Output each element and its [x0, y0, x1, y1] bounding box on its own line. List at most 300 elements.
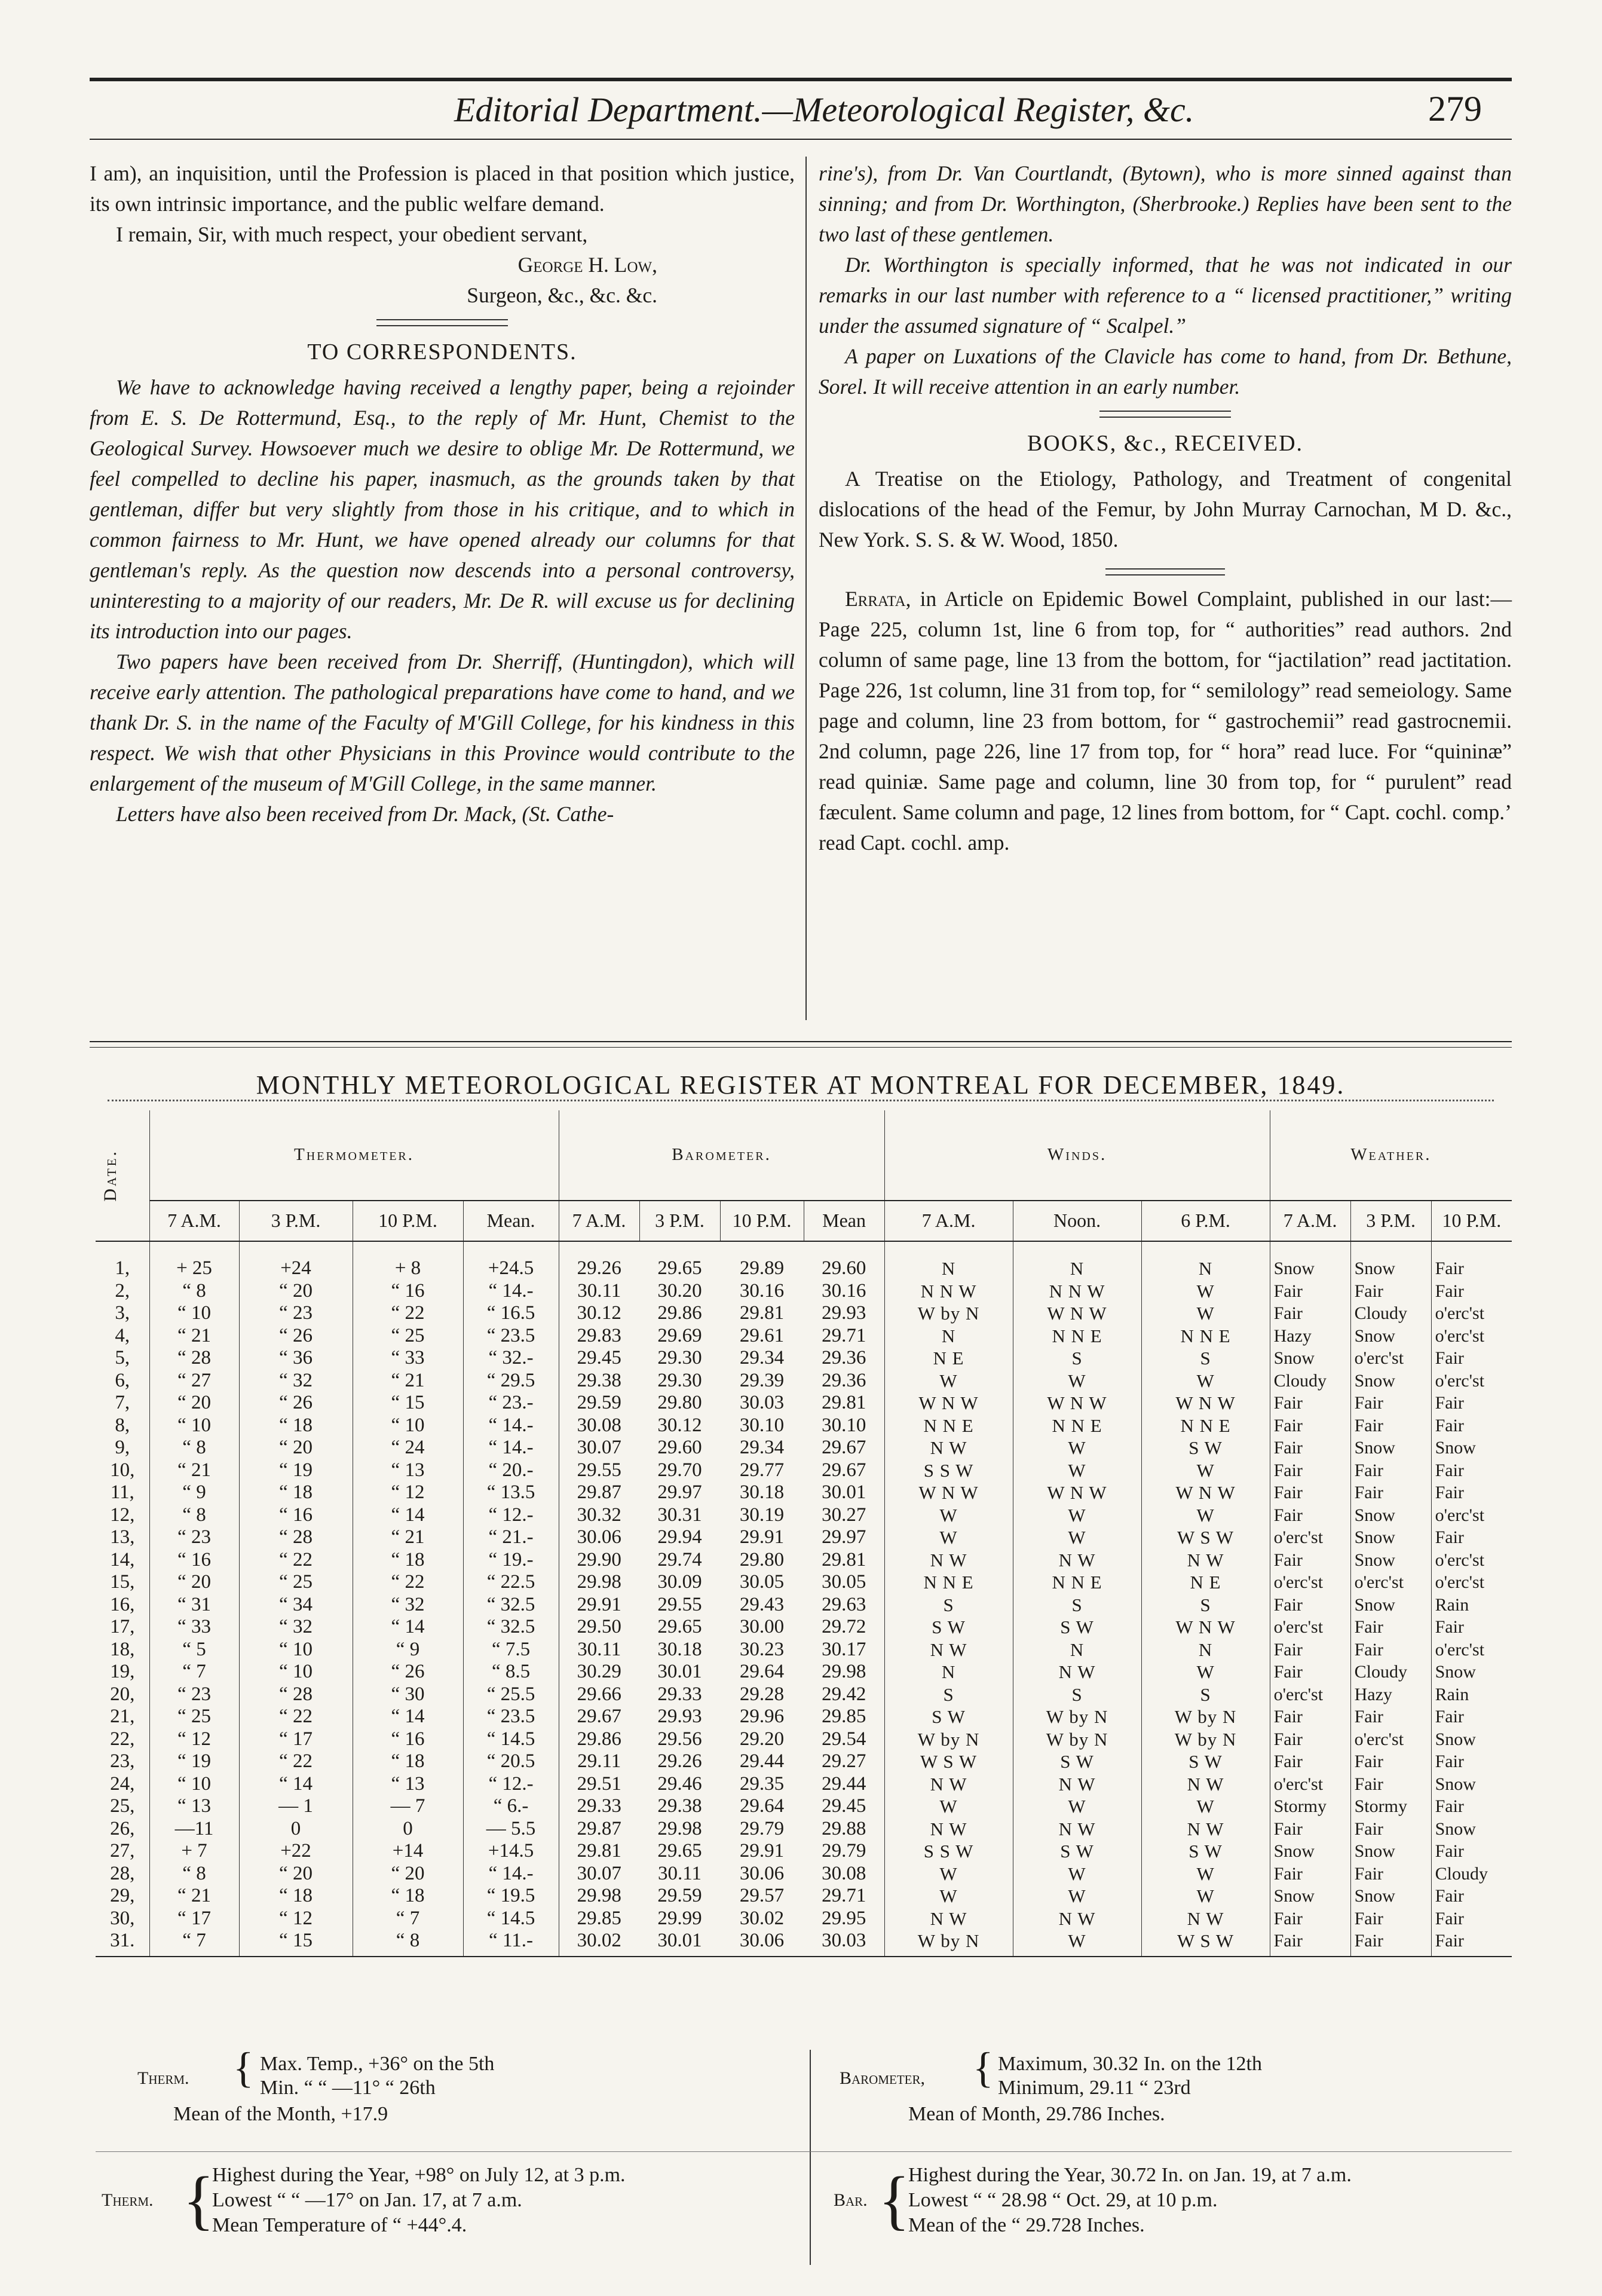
- wind-6pm-cell: S W: [1141, 1437, 1270, 1459]
- wind-7am-cell: S: [884, 1683, 1013, 1706]
- therm-10pm-cell: “ 14: [353, 1616, 463, 1639]
- correspondents-paragraph: A paper on Luxations of the Clavicle has come to hand, from Dr. Bethune, Sorel. It will receive attention in an early number.: [819, 344, 1512, 399]
- baro-10pm-cell: 30.05: [739, 1571, 785, 1593]
- therm-7am-cell: “ 19: [149, 1750, 239, 1773]
- weather-7am-cell: Fair: [1270, 1415, 1350, 1437]
- therm-3pm-cell: “ 20: [239, 1863, 353, 1885]
- therm-3pm-cell: +24: [239, 1241, 353, 1280]
- therm-min: Min. “ “ —11° “ 26th: [260, 2077, 436, 2099]
- table-row: [96, 1504, 1512, 1527]
- table-row: [96, 1908, 1512, 1930]
- baro-3pm-cell: 30.11: [658, 1862, 702, 1884]
- table-row: [96, 1885, 1512, 1908]
- wind-6pm-cell: N W: [1141, 1908, 1270, 1930]
- meteorological-register-table: [96, 1110, 1512, 1957]
- weather-10pm-cell: Fair: [1431, 1415, 1512, 1437]
- wind-noon-cell: S: [1013, 1347, 1141, 1370]
- baro-mean-cell: 29.60: [822, 1257, 866, 1279]
- books-entry: A Treatise on the Etiology, Pathology, and Treatment of congenital dislocations of the head of the Femur, by John Murray Carnochan, M D. &c., New York. S. S. & W. Wood, 1850.: [819, 467, 1512, 552]
- therm-mean-cell: “ 23.5: [463, 1706, 559, 1728]
- table-row: [96, 1840, 1512, 1863]
- baro-3pm-cell: 29.94: [657, 1526, 702, 1548]
- page-header-title: Editorial Department.—Meteorological Register, &c.: [454, 90, 1194, 129]
- therm-10pm-cell: “ 9: [353, 1639, 463, 1661]
- year-bar-label: Bar.: [834, 2190, 868, 2210]
- wind-7am-cell: S W: [884, 1706, 1013, 1728]
- date-cell: 22,: [110, 1728, 135, 1750]
- table-row: [96, 1392, 1512, 1415]
- wind-noon-cell: S W: [1013, 1616, 1141, 1639]
- weather-7am-cell: Snow: [1270, 1885, 1350, 1908]
- baro-10pm-cell: 29.89: [739, 1257, 785, 1279]
- wind-6pm-cell: W: [1141, 1661, 1270, 1683]
- baro-10pm-cell: 29.81: [739, 1302, 785, 1324]
- baro-mean-cell: 29.36: [822, 1369, 866, 1391]
- baro-10pm-cell: 30.10: [739, 1414, 785, 1436]
- weather-3pm-cell: Snow: [1350, 1325, 1431, 1348]
- baro-7am-cell: 29.85: [559, 1908, 639, 1930]
- therm-7am-cell: “ 23: [149, 1526, 239, 1549]
- date-cell: 31.: [96, 1930, 149, 1957]
- therm-10pm-cell: “ 10: [353, 1415, 463, 1437]
- wind-7am-cell: S S W: [884, 1840, 1013, 1863]
- weather-10pm-cell: Fair: [1431, 1392, 1512, 1415]
- wind-noon-cell: W: [1013, 1370, 1141, 1392]
- wind-6pm-cell: N: [1141, 1241, 1270, 1280]
- therm-3pm-cell: “ 19: [239, 1459, 353, 1482]
- wind-7am-cell: N N E: [884, 1571, 1013, 1594]
- therm-mean-cell: “ 7.5: [463, 1639, 559, 1661]
- therm-10pm-cell: “ 16: [353, 1728, 463, 1751]
- therm-mean-cell: “ 23.5: [463, 1325, 559, 1348]
- therm-mean-cell: “ 19.5: [463, 1885, 559, 1908]
- baro-7am-cell: 30.11: [559, 1639, 639, 1661]
- wavy-rule: [108, 1100, 1494, 1106]
- date-cell: 11,: [110, 1481, 134, 1503]
- therm-7am-cell: “ 8: [149, 1437, 239, 1459]
- therm-3pm-cell: “ 23: [239, 1302, 353, 1325]
- therm-7am-cell: “ 7: [149, 1930, 239, 1957]
- baro-10pm-cell: 29.34: [739, 1437, 785, 1458]
- table-row: [96, 1795, 1512, 1818]
- baro-mean-cell: 29.27: [822, 1750, 866, 1772]
- weather-10pm-cell: Snow: [1431, 1437, 1512, 1459]
- therm-3pm-cell: +22: [239, 1840, 353, 1863]
- weather-7am-cell: Fair: [1270, 1930, 1350, 1957]
- baro-3pm-cell: 29.30: [657, 1347, 702, 1369]
- therm-mean: Mean of the Month, +17.9: [173, 2103, 388, 2125]
- table-row: [96, 1415, 1512, 1437]
- wind-noon-cell: W: [1013, 1504, 1141, 1527]
- therm-10pm-cell: “ 7: [353, 1908, 463, 1930]
- wind-noon-cell: W: [1013, 1885, 1141, 1908]
- therm-10pm-cell: + 8: [353, 1241, 463, 1280]
- therm-3pm-cell: “ 34: [239, 1594, 353, 1617]
- therm-10pm-cell: “ 26: [353, 1661, 463, 1683]
- baro-10pm-cell: 29.39: [739, 1369, 785, 1391]
- baro-3pm-cell: 29.38: [657, 1795, 702, 1817]
- section-divider: [376, 319, 508, 326]
- weather-10pm-cell: Fair: [1431, 1908, 1512, 1930]
- table-row: [96, 1930, 1512, 1957]
- table-row: [96, 1571, 1512, 1594]
- wind-noon-cell: W: [1013, 1459, 1141, 1482]
- date-cell: 27,: [110, 1840, 135, 1862]
- therm-mean-cell: “ 16.5: [463, 1302, 559, 1325]
- column-header: 7 A.M.: [149, 1201, 239, 1241]
- therm-3pm-cell: “ 26: [239, 1325, 353, 1348]
- weather-3pm-cell: Snow: [1350, 1437, 1431, 1459]
- baro-3pm-cell: 30.01: [657, 1661, 702, 1682]
- table-row: [96, 1370, 1512, 1392]
- baro-mean-cell: 29.63: [822, 1593, 866, 1615]
- section-divider: [1105, 568, 1225, 575]
- therm-7am-cell: “ 9: [149, 1481, 239, 1504]
- date-cell: 24,: [110, 1772, 135, 1795]
- therm-3pm-cell: “ 15: [239, 1930, 353, 1957]
- weather-10pm-cell: Rain: [1431, 1683, 1512, 1706]
- wind-7am-cell: W: [884, 1885, 1013, 1908]
- baro-10pm-cell: 30.02: [739, 1907, 785, 1929]
- therm-mean-cell: “ 14.-: [463, 1415, 559, 1437]
- table-row: [96, 1481, 1512, 1504]
- wind-6pm-cell: W S W: [1141, 1930, 1270, 1957]
- weather-7am-cell: Fair: [1270, 1302, 1350, 1325]
- wind-7am-cell: W: [884, 1795, 1013, 1818]
- baro-7am-cell: 29.33: [559, 1795, 639, 1818]
- wind-7am-cell: S S W: [884, 1459, 1013, 1482]
- year-bar-low: Lowest “ “ 28.98 “ Oct. 29, at 10 p.m.: [908, 2189, 1218, 2211]
- therm-7am-cell: “ 21: [149, 1885, 239, 1908]
- correspondents-paragraph: Letters have also been received from Dr. Mack, (St. Cathe-: [116, 802, 614, 826]
- therm-mean-cell: “ 14.-: [463, 1437, 559, 1459]
- therm-7am-cell: “ 20: [149, 1392, 239, 1415]
- baro-10pm-cell: 30.06: [739, 1862, 785, 1884]
- wind-6pm-cell: W: [1141, 1280, 1270, 1303]
- wind-6pm-cell: N N E: [1141, 1325, 1270, 1348]
- therm-10pm-cell: “ 30: [353, 1683, 463, 1706]
- therm-3pm-cell: “ 28: [239, 1526, 353, 1549]
- correspondents-paragraph: Two papers have been received from Dr. Sherriff, (Huntingdon), which will receive early attention. The pathological preparations have come to hand, and we thank Dr. S. in the name of the Faculty of M'Gill College, for his kindness in this respect. We wish that other Physicians in this Province would contribute to the enlargement of the museum of M'Gill College, in the same manner.: [90, 650, 795, 795]
- column-header: 7 A.M.: [884, 1201, 1013, 1241]
- therm-mean-cell: “ 6.-: [463, 1795, 559, 1818]
- weather-header: Weather.: [1270, 1110, 1512, 1201]
- weather-3pm-cell: Snow: [1350, 1526, 1431, 1549]
- therm-mean-cell: “ 12.-: [463, 1504, 559, 1527]
- errata-paragraph: [819, 584, 1512, 858]
- date-cell: 4,: [115, 1324, 130, 1346]
- summary-mid-rule: [96, 2151, 1512, 2152]
- baro-10pm-cell: 29.80: [739, 1548, 785, 1571]
- weather-3pm-cell: Fair: [1350, 1616, 1431, 1639]
- therm-10pm-cell: “ 8: [353, 1930, 463, 1957]
- baro-3pm-cell: 30.01: [639, 1930, 720, 1957]
- baro-mean-cell: 30.08: [822, 1862, 866, 1884]
- date-cell: 25,: [110, 1795, 135, 1817]
- baro-7am-cell: 29.66: [559, 1683, 639, 1706]
- weather-10pm-cell: o'erc'st: [1431, 1325, 1512, 1348]
- baro-10pm-cell: 30.18: [739, 1481, 785, 1503]
- date-cell: 16,: [110, 1593, 135, 1615]
- wind-7am-cell: W S W: [884, 1750, 1013, 1773]
- wind-noon-cell: N N E: [1013, 1415, 1141, 1437]
- date-cell: 29,: [110, 1885, 135, 1906]
- baro-7am-cell: 30.11: [559, 1280, 639, 1303]
- wind-7am-cell: N W: [884, 1549, 1013, 1572]
- weather-10pm-cell: Cloudy: [1431, 1863, 1512, 1885]
- weather-3pm-cell: Snow: [1350, 1594, 1431, 1617]
- baro-mean-cell: 29.81: [822, 1392, 866, 1413]
- wind-6pm-cell: W by N: [1141, 1706, 1270, 1728]
- wind-6pm-cell: W: [1141, 1459, 1270, 1482]
- subheader-row: [96, 1201, 1512, 1241]
- weather-10pm-cell: Snow: [1431, 1773, 1512, 1796]
- weather-3pm-cell: o'erc'st: [1350, 1728, 1431, 1751]
- date-cell: 26,: [110, 1817, 135, 1839]
- weather-7am-cell: o'erc'st: [1270, 1571, 1350, 1594]
- column-header: 7 A.M.: [559, 1201, 639, 1241]
- baro-3pm-cell: 30.18: [657, 1638, 702, 1660]
- wind-7am-cell: S: [884, 1594, 1013, 1617]
- baro-7am-cell: 29.50: [559, 1616, 639, 1639]
- therm-7am-cell: “ 8: [149, 1863, 239, 1885]
- wind-7am-cell: W: [884, 1526, 1013, 1549]
- baro-10pm-cell: 30.23: [739, 1638, 785, 1660]
- therm-10pm-cell: “ 20: [353, 1863, 463, 1885]
- baro-mean-cell: 29.79: [822, 1840, 866, 1862]
- date-cell: 14,: [110, 1548, 135, 1571]
- baro-10pm-cell: 29.64: [739, 1795, 785, 1817]
- wind-7am-cell: N W: [884, 1639, 1013, 1661]
- therm-mean-cell: “ 32.5: [463, 1616, 559, 1639]
- weather-3pm-cell: Fair: [1350, 1639, 1431, 1661]
- therm-3pm-cell: 0: [239, 1818, 353, 1841]
- baro-7am-cell: 29.81: [559, 1840, 639, 1863]
- baro-7am-cell: 30.32: [559, 1504, 639, 1527]
- column-header: 10 P.M.: [720, 1201, 804, 1241]
- wind-noon-cell: W: [1013, 1930, 1141, 1957]
- baro-3pm-cell: 29.99: [657, 1907, 702, 1929]
- therm-3pm-cell: “ 22: [239, 1750, 353, 1773]
- wind-6pm-cell: N: [1141, 1639, 1270, 1661]
- wind-6pm-cell: S: [1141, 1683, 1270, 1706]
- baro-10pm-cell: 29.20: [739, 1728, 785, 1750]
- group-header-row: [96, 1110, 1512, 1201]
- baro-mean-cell: 29.72: [822, 1616, 866, 1637]
- date-cell: 12,: [110, 1504, 135, 1526]
- weather-7am-cell: Cloudy: [1270, 1370, 1350, 1392]
- baro-3pm-cell: 29.26: [657, 1750, 702, 1772]
- therm-10pm-cell: “ 32: [353, 1594, 463, 1617]
- weather-7am-cell: Snow: [1270, 1840, 1350, 1863]
- baro-7am-cell: 30.06: [559, 1526, 639, 1549]
- wind-noon-cell: W: [1013, 1526, 1141, 1549]
- therm-7am-cell: “ 10: [149, 1415, 239, 1437]
- date-cell: 7,: [115, 1392, 130, 1413]
- therm-mean-cell: “ 14.-: [463, 1863, 559, 1885]
- date-cell: 2,: [115, 1279, 130, 1302]
- weather-7am-cell: Fair: [1270, 1750, 1350, 1773]
- date-cell: 9,: [115, 1437, 130, 1458]
- date-cell: 8,: [115, 1414, 130, 1436]
- top-rule: [90, 78, 1512, 81]
- weather-3pm-cell: Hazy: [1350, 1683, 1431, 1706]
- baro-10pm-cell: 29.28: [739, 1683, 785, 1705]
- baro-10pm-cell: 29.91: [739, 1840, 785, 1862]
- baro-mean-cell: 29.88: [822, 1817, 866, 1839]
- wind-noon-cell: N N E: [1013, 1571, 1141, 1594]
- therm-10pm-cell: “ 14: [353, 1504, 463, 1527]
- wind-noon-cell: N N E: [1013, 1325, 1141, 1348]
- wind-noon-cell: N: [1013, 1639, 1141, 1661]
- weather-3pm-cell: Cloudy: [1350, 1661, 1431, 1683]
- correspondents-heading: TO CORRESPONDENTS.: [307, 339, 577, 365]
- date-cell: 19,: [110, 1661, 135, 1682]
- register-body: [96, 1241, 1512, 1957]
- baro-label: Barometer,: [840, 2068, 926, 2088]
- wind-noon-cell: W: [1013, 1795, 1141, 1818]
- table-row: [96, 1773, 1512, 1796]
- wind-6pm-cell: W: [1141, 1302, 1270, 1325]
- baro-10pm-cell: 29.43: [739, 1593, 785, 1615]
- therm-7am-cell: “ 7: [149, 1661, 239, 1683]
- errata-label: Errata,: [845, 587, 911, 611]
- weather-3pm-cell: Stormy: [1350, 1795, 1431, 1818]
- therm-mean-cell: +24.5: [463, 1241, 559, 1280]
- letter-ending: I am), an inquisition, until the Profession is placed in that position which justice, its own intrinsic importance, and the public welfare demand.: [90, 161, 795, 216]
- baro-7am-cell: 30.07: [559, 1437, 639, 1459]
- baro-7am-cell: 30.07: [559, 1863, 639, 1885]
- date-header: Date.: [96, 1110, 149, 1241]
- therm-7am-cell: “ 23: [149, 1683, 239, 1706]
- wind-7am-cell: N: [884, 1661, 1013, 1683]
- date-cell: 30,: [110, 1907, 135, 1929]
- baro-10pm-cell: 29.35: [739, 1772, 785, 1795]
- wind-noon-cell: N: [1013, 1241, 1141, 1280]
- errata-text: in Article on Epidemic Bowel Complaint, published in our last:—Page 225, column 1st, line 6 from top, for “ authorities” read authors. 2nd column of same page, line 13 from the bottom, for “jactilation” read jactitation. Page 226, 1st column, line 31 from top, for “ semilology” read semeiology. Same page and column, line 23 from bottom, for “ gastrochemii” read gastrocnemii. 2nd column, page 226, line 17 from top, for “ hora” read luce. For “quininæ” read quiniæ. Same page and column, line 30 from top, for “ purulent” read fæculent. Same column and page, 12 lines from bottom, for “ Capt. cochl. comp.’ read Capt. cochl. amp.: [819, 587, 1512, 855]
- baro-7am-cell: 29.87: [559, 1818, 639, 1841]
- weather-3pm-cell: Snow: [1350, 1241, 1431, 1280]
- date-cell: 15,: [110, 1571, 135, 1593]
- baro-mean-cell: 29.95: [822, 1907, 866, 1929]
- therm-10pm-cell: “ 22: [353, 1302, 463, 1325]
- therm-10pm-cell: “ 18: [353, 1549, 463, 1572]
- column-header: Noon.: [1013, 1201, 1141, 1241]
- baro-10pm-cell: 29.79: [739, 1817, 785, 1839]
- weather-10pm-cell: Fair: [1431, 1885, 1512, 1908]
- therm-mean-cell: “ 20.-: [463, 1459, 559, 1482]
- weather-3pm-cell: Fair: [1350, 1280, 1431, 1303]
- baro-3pm-cell: 29.59: [657, 1885, 702, 1906]
- table-row: [96, 1706, 1512, 1728]
- weather-10pm-cell: o'erc'st: [1431, 1302, 1512, 1325]
- table-row: [96, 1616, 1512, 1639]
- weather-3pm-cell: Snow: [1350, 1840, 1431, 1863]
- baro-10pm-cell: 29.96: [739, 1706, 785, 1727]
- baro-3pm-cell: 29.30: [657, 1369, 702, 1391]
- therm-3pm-cell: “ 36: [239, 1347, 353, 1370]
- table-row: [96, 1594, 1512, 1617]
- wind-noon-cell: N W: [1013, 1661, 1141, 1683]
- weather-10pm-cell: Snow: [1431, 1818, 1512, 1841]
- therm-7am-cell: “ 21: [149, 1459, 239, 1482]
- weather-10pm-cell: Fair: [1431, 1840, 1512, 1863]
- baro-mean-cell: 29.85: [822, 1706, 866, 1727]
- therm-10pm-cell: “ 22: [353, 1571, 463, 1594]
- therm-mean-cell: “ 23.-: [463, 1392, 559, 1415]
- thermometer-header: Thermometer.: [149, 1110, 559, 1201]
- wind-noon-cell: W: [1013, 1437, 1141, 1459]
- therm-10pm-cell: “ 12: [353, 1481, 463, 1504]
- weather-3pm-cell: o'erc'st: [1350, 1571, 1431, 1594]
- table-row: [96, 1683, 1512, 1706]
- weather-10pm-cell: Snow: [1431, 1661, 1512, 1683]
- table-row: [96, 1459, 1512, 1482]
- therm-3pm-cell: “ 14: [239, 1773, 353, 1796]
- therm-3pm-cell: “ 16: [239, 1504, 353, 1527]
- table-row: [96, 1728, 1512, 1751]
- weather-7am-cell: Fair: [1270, 1706, 1350, 1728]
- date-cell: 3,: [115, 1302, 130, 1324]
- weather-10pm-cell: Fair: [1431, 1280, 1512, 1303]
- therm-3pm-cell: “ 32: [239, 1370, 353, 1392]
- baro-7am-cell: 29.83: [559, 1325, 639, 1348]
- table-row: [96, 1549, 1512, 1572]
- baro-mean-cell: 30.16: [822, 1279, 866, 1302]
- therm-3pm-cell: “ 10: [239, 1661, 353, 1683]
- baro-7am-cell: 29.45: [559, 1347, 639, 1370]
- baro-max: Maximum, 30.32 In. on the 12th: [998, 2053, 1262, 2075]
- weather-10pm-cell: Fair: [1431, 1930, 1512, 1957]
- baro-7am-cell: 29.91: [559, 1594, 639, 1617]
- wind-6pm-cell: W: [1141, 1504, 1270, 1527]
- therm-7am-cell: “ 27: [149, 1370, 239, 1392]
- therm-10pm-cell: “ 18: [353, 1750, 463, 1773]
- table-row: [96, 1437, 1512, 1459]
- baro-mean-cell: 29.98: [822, 1661, 866, 1682]
- weather-10pm-cell: Fair: [1431, 1347, 1512, 1370]
- wind-6pm-cell: W N W: [1141, 1481, 1270, 1504]
- baro-7am-cell: 29.67: [559, 1706, 639, 1728]
- column-header: 7 A.M.: [1270, 1201, 1350, 1241]
- therm-10pm-cell: 0: [353, 1818, 463, 1841]
- baro-7am-cell: 29.38: [559, 1370, 639, 1392]
- therm-3pm-cell: “ 32: [239, 1616, 353, 1639]
- wind-6pm-cell: N W: [1141, 1549, 1270, 1572]
- wind-noon-cell: S W: [1013, 1840, 1141, 1863]
- therm-10pm-cell: “ 33: [353, 1347, 463, 1370]
- brace-glyph: {: [878, 2163, 910, 2236]
- weather-7am-cell: o'erc'st: [1270, 1683, 1350, 1706]
- baro-7am-cell: 29.26: [559, 1241, 639, 1280]
- signature-title: Surgeon, &c., &c. &c.: [467, 283, 657, 307]
- section-divider: [1099, 411, 1231, 418]
- therm-7am-cell: “ 8: [149, 1280, 239, 1303]
- weather-3pm-cell: Fair: [1350, 1481, 1431, 1504]
- baro-mean-cell: 29.97: [822, 1526, 866, 1548]
- baro-10pm-cell: 29.57: [739, 1885, 785, 1906]
- baro-7am-cell: 30.12: [559, 1302, 639, 1325]
- weather-7am-cell: Fair: [1270, 1549, 1350, 1572]
- letter-closing: I remain, Sir, with much respect, your obedient servant,: [116, 222, 588, 246]
- weather-10pm-cell: Fair: [1431, 1481, 1512, 1504]
- wind-7am-cell: W by N: [884, 1728, 1013, 1751]
- date-cell: 23,: [110, 1750, 135, 1772]
- wind-7am-cell: N: [884, 1325, 1013, 1348]
- therm-3pm-cell: “ 18: [239, 1885, 353, 1908]
- therm-mean-cell: “ 32.5: [463, 1594, 559, 1617]
- weather-3pm-cell: Fair: [1350, 1750, 1431, 1773]
